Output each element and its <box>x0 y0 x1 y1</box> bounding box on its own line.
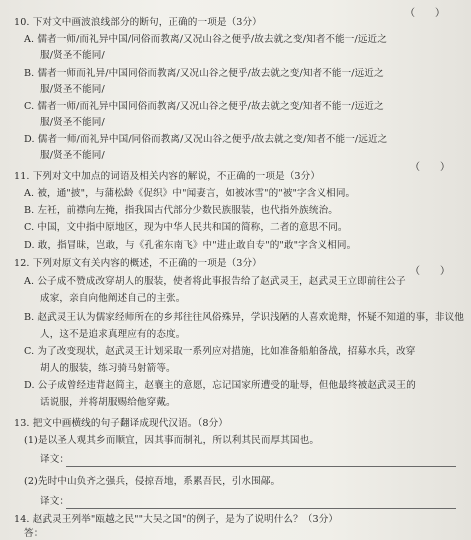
answer-paren-q12: （ ） <box>410 266 450 277</box>
q12-option-c: C. 为了改变现状，赵武灵王计划采取一系列应对措施，比如准备船舶备战，招募水兵，改穿 <box>24 346 416 357</box>
q10-option-d: D. 儒者一师/而礼异中国/同俗而教离/又况山谷之便乎/故去就之变/知者不能一/远近之 <box>24 134 388 145</box>
q10-option-b-cont: 服/贤圣不能同/ <box>40 84 105 95</box>
q11-option-b: B. 左衽，前襟向左掩，指我国古代部分少数民族服装，也代指外族统治。 <box>24 205 338 216</box>
q11-option-a: A. 被，通"披"，与蒲松龄《促织》中"闻妻言，如被冰雪"的"被"字含义相同。 <box>24 188 356 199</box>
q12-option-b: B. 赵武灵王认为儒家经师所在的乡邦往往风俗殊异，学识浅陋的人喜欢诡辩，怀疑不知道的事，非议他 <box>24 312 464 323</box>
q12-option-c-cont: 胡人的服装，练习骑马射箭等。 <box>40 363 176 374</box>
q13-translation-label-2: 译文： <box>40 496 70 507</box>
q11-option-c: C. 中国，文中指中原地区，现为中华人民共和国的简称，二者的意思不同。 <box>24 222 348 233</box>
q10-option-a: A. 儒者一师/而礼异中国/同俗而教离/又况山谷之便乎/故去就之变/知者不能一/远近之 <box>24 34 387 45</box>
q14-answer-label: 答： <box>24 528 44 539</box>
q10-option-c: C. 儒者一师/而礼异中国同俗而教离/又况山谷之便乎/故去就之变/知者不能一/远近之 <box>24 101 384 112</box>
q12-option-a: A. 公子成不赞成改穿胡人的服装，使者将此事报告给了赵武灵王，赵武灵王立即前往公子 <box>24 276 406 287</box>
q12-option-b-cont: 人，这不是追求真理应有的态度。 <box>40 329 186 340</box>
q13-answer-line-2[interactable] <box>66 508 456 509</box>
q10-option-a-cont: 服/贤圣不能同/ <box>40 50 105 61</box>
q10-option-d-cont: 服/贤圣不能同/ <box>40 150 105 161</box>
q12-option-a-cont: 成家，亲自向他阐述自己的主张。 <box>40 293 186 304</box>
answer-paren-q10: （ ） <box>405 8 445 19</box>
question-10-stem: 10. 下对文中画波浪线部分的断句，正确的一项是（3分） <box>14 17 262 28</box>
question-14-stem: 14. 赵武灵王列举"瓯越之民""大吴之国"的例子，是为了说明什么？（3分） <box>14 514 339 525</box>
question-11-stem: 11. 下列对文中加点的词语及相关内容的解说，不正确的一项是（3分） <box>14 171 321 182</box>
q11-option-d: D. 敢，指冒昧，岂敢，与《孔雀东南飞》中"进止敢自专"的"敢"字含义相同。 <box>24 240 357 251</box>
q13-answer-line-1[interactable] <box>66 466 456 467</box>
q10-option-c-cont: 服/贤圣不能同/ <box>40 117 105 128</box>
q13-translation-label-1: 译文： <box>40 454 70 465</box>
q10-option-b: B. 儒者一师而礼异/中国同俗而教离/又况山谷之便乎/故去就之变/知者不能一/远近之 <box>24 68 384 79</box>
q13-sentence-2: (2)先时中山负齐之强兵，侵掠吾地，系累吾民，引水围鄗。 <box>24 476 281 487</box>
question-13-stem: 13. 把文中画横线的句子翻译成现代汉语。（8分） <box>14 418 228 429</box>
question-12-stem: 12. 下列对原文有关内容的概述，不正确的一项是（3分） <box>14 258 262 269</box>
answer-paren-q11: （ ） <box>410 162 450 173</box>
q12-option-d: D. 公子成曾经违背赵简主，赵襄主的意愿，忘记国家所遭受的耻辱，但他最终被赵武灵王的 <box>24 380 416 391</box>
q12-option-d-cont: 话说服，并将胡服赐给他穿戴。 <box>40 397 176 408</box>
q13-sentence-1: (1)是以圣人观其乡而顺宜，因其事而制礼，所以利其民而厚其国也。 <box>24 435 320 446</box>
